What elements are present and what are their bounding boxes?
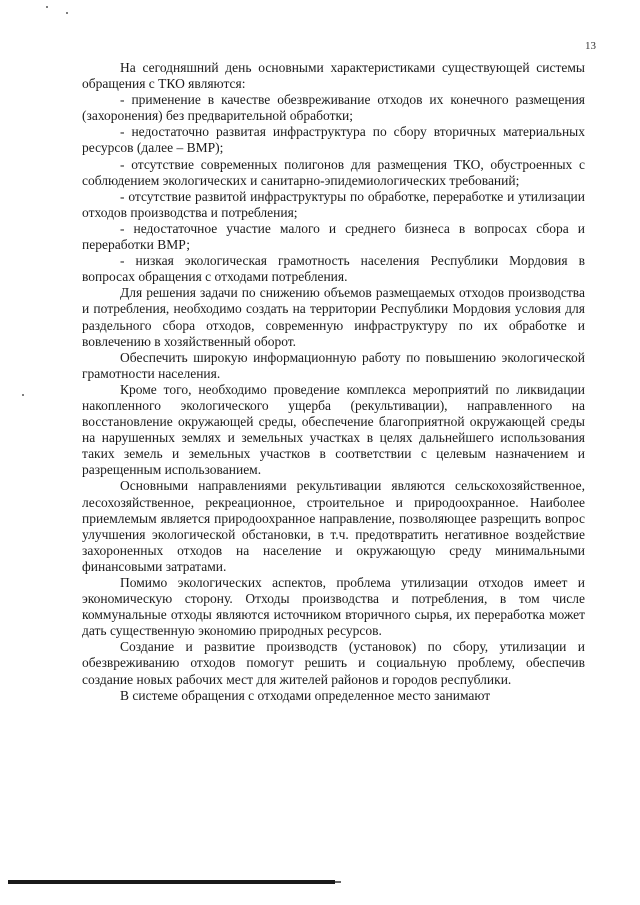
body-text <box>82 60 585 704</box>
list-item: - низкая экологическая грамотность населения Республики Мордовия в вопросах обращения с отходами потребления. <box>82 253 585 285</box>
scan-speck <box>22 394 24 396</box>
scan-speck <box>46 6 48 8</box>
scan-edge-bar <box>8 880 335 884</box>
list-item: - недостаточное участие малого и среднего бизнеса в вопросах сбора и переработки ВМР; <box>82 220 585 253</box>
list-item: - применение в качестве обезвреживание отходов их конечного размещения (захоронения) без предварительной обработки; <box>82 92 585 124</box>
list-item: - отсутствие современных полигонов для размещения ТКО, обустроенных с соблюдением экологических и санитарно-эпидемиологических требований; <box>82 156 585 188</box>
list-item: - недостаточно развитая инфраструктура по сбору вторичных материальных ресурсов (далее – ВМР); <box>82 124 585 156</box>
scan-edge-bar-tail <box>335 881 341 883</box>
scan-speck <box>66 12 68 14</box>
paragraph: В системе обращения с отходами определенное место занимают <box>120 687 491 703</box>
paragraph: Кроме того, необходимо проведение комплекса мероприятий по ликвидации накопленного экологического ущерба (рекультивации), направленного на восстановление окружающей среды, обеспечение благоприятной окружающей среды на нарушенных землях и земельных участках в целях дальнейшего использования таких земель и земельных участков в соответствии с целевым назначением и разрещенным использованием. <box>82 381 585 478</box>
paragraph: Помимо экологических аспектов, проблема утилизации отходов имеет и экономическую сторону. Отходы производства и потребления, в том числе коммунальные отходы являются источником вторичного сырья, их переработка может дать существенную экономию природных ресурсов. <box>82 575 585 639</box>
paragraph: Создание и развитие производств (установок) по сбору, утилизации и обезвреживанию отходов помогут решить и социальную проблему, обеспечив создание новых рабочих мест для жителей районов и городов республики. <box>82 639 585 687</box>
page-number: 13 <box>585 40 596 52</box>
paragraph: На сегодняшний день основными характеристиками существующей системы обращения с ТКО являются: <box>82 60 585 92</box>
paragraph: Обеспечить широкую информационную работу по повышению экологической грамотности населения. <box>82 349 585 381</box>
paragraph: Основными направлениями рекультивации являются сельскохозяйственное, лесохозяйственное, рекреационное, строительное и природоохранное. Наиболее приемлемым является природоохранное направление, позволяющее разрещить вопрос улучшения экологической обстановки, в т.ч. предотвратить негативное воздействие захороненных отходов на население и окружающую среду минимальными финансовыми затратами. <box>82 478 585 574</box>
paragraph: Для решения задачи по снижению объемов размещаемых отходов производства и потребления, необходимо создать на территории Республики Мордовия условия для раздельного сбора отходов, современную инфраструктуру по их обработке и вовлечению в хозяйственный оборот. <box>82 285 585 349</box>
list-item: - отсутствие развитой инфраструктуры по обработке, переработке и утилизации отходов производства и потребления; <box>82 188 585 220</box>
